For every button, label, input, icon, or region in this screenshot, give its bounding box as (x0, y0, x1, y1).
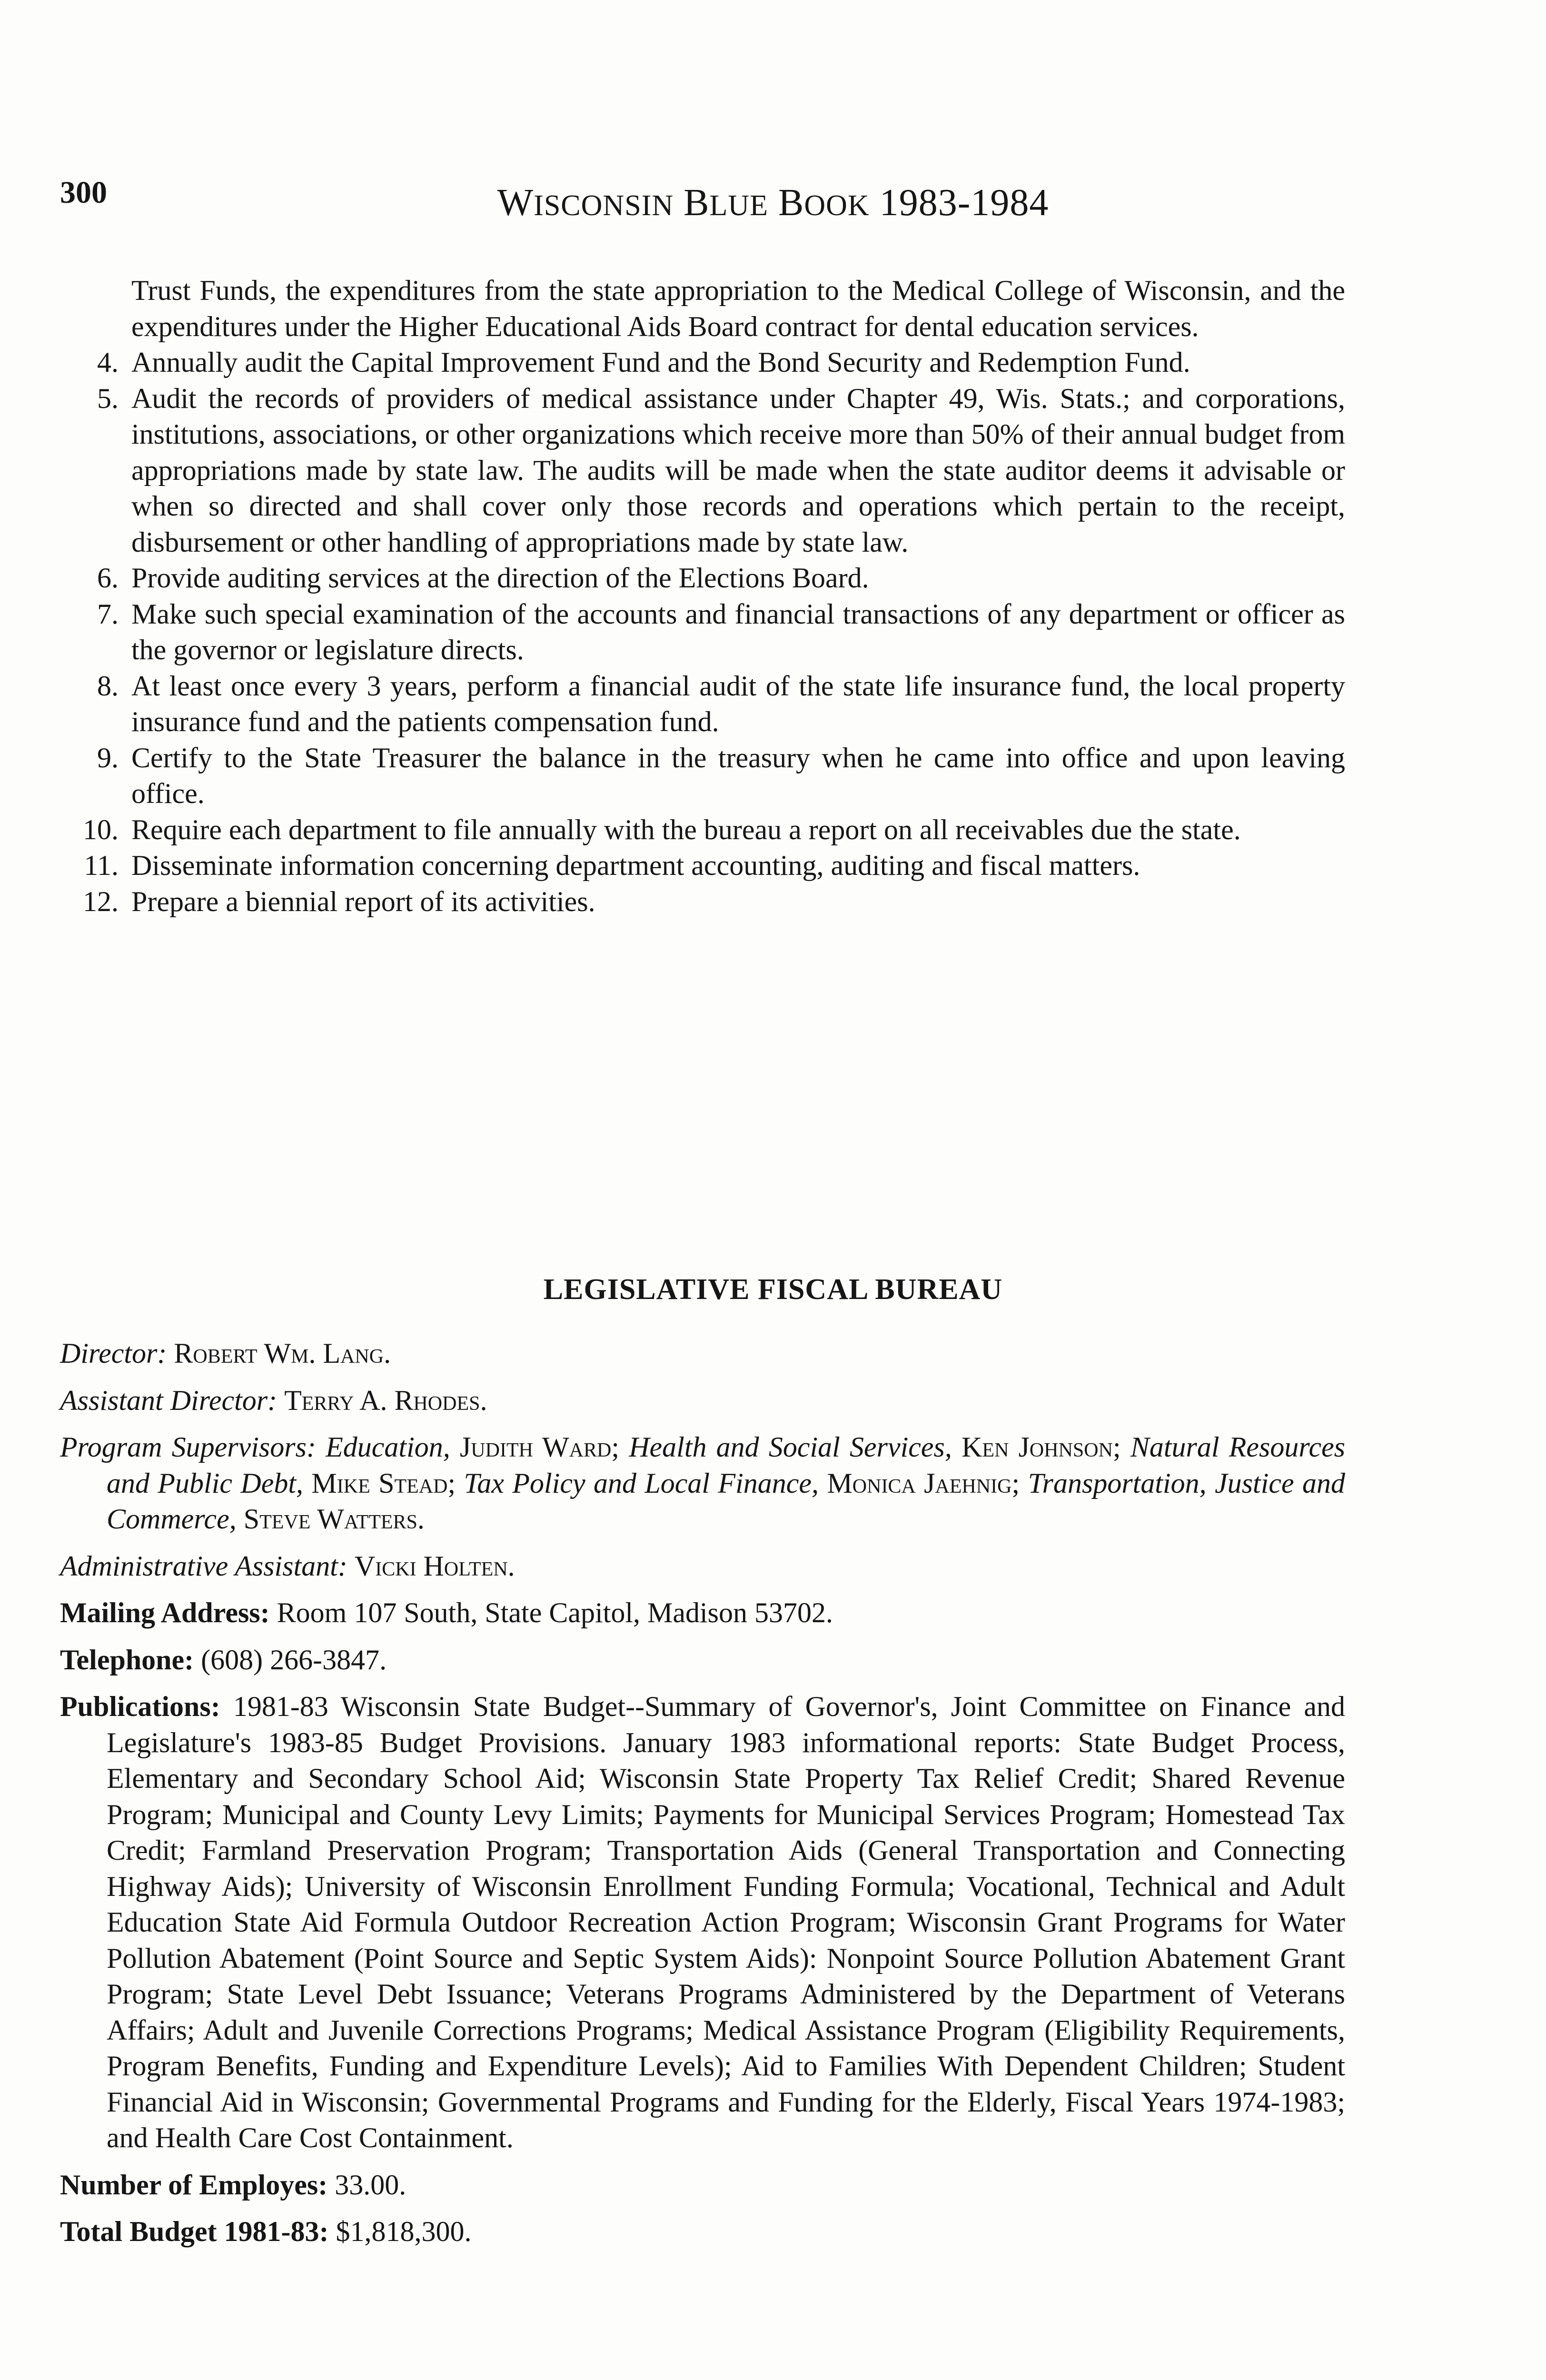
list-item-text: Require each department to file annually with the bureau a report on all receivables due the state. (131, 813, 1241, 845)
list-item-number: 8. (97, 670, 119, 702)
director-entry (60, 1336, 1345, 1372)
assistant-director-label: Assistant Director: (60, 1384, 277, 1416)
publications-value: 1981-83 Wisconsin State Budget--Summary of Governor's, Joint Committee on Finance and Legislature's 1983-85 Budget Provisions. January 1983 informational reports: State Budget Process, Elementary and Secondary School Aid; Wisconsin State Property Tax Relief Credit; Shared Revenue Program; Municipal and County Levy Limits; Payments for Municipal Services Program; Homestead Tax Credit; Farmland Preservation Program; Transportation Aids (General Transportation and Connecting Highway Aids); University of Wisconsin Enrollment Funding Formula; Vocational, Technical and Adult Education State Aid Formula Outdoor Recreation Action Program; Wisconsin Grant Programs for Water Pollution Abatement (Point Source and Septic System Aids): Nonpoint Source Pollution Abatement Grant Program; State Level Debt Issuance; Veterans Programs Administered by the Department of Veterans Affairs; Adult and Juvenile Corrections Programs; Medical Assistance Program (Eligibility Requirements, Program Benefits, Funding and Expenditure Levels); Aid to Families With Dependent Children; Student Financial Aid in Wisconsin; Governmental Programs and Funding for the Elderly, Fiscal Years 1974-1983; and Health Care Cost Containment. (107, 1691, 1346, 2153)
telephone-entry (60, 1642, 1345, 1678)
list-item-text: At least once every 3 years, perform a financial audit of the state life insurance fund, the local property insurance fund and the patients compensation fund. (131, 670, 1345, 737)
supervisor-name: Steve Watters. (243, 1503, 425, 1535)
list-item-number (60, 273, 129, 309)
supervisor-name: Ken Johnson; (961, 1431, 1121, 1463)
director-label: Director: (60, 1338, 167, 1369)
list-item-text: Trust Funds, the expenditures from the state appropriation to the Medical College of Wisconsin, and the expenditures under the Higher Educational Aids Board contract for dental education services. (131, 275, 1345, 342)
list-item (60, 596, 1345, 668)
list-item-text: Provide auditing services at the direction of the Elections Board. (131, 562, 869, 594)
list-item-number: 12. (83, 885, 119, 917)
bureau-section (60, 1336, 1345, 2261)
admin-assistant-label: Administrative Assistant: (60, 1550, 347, 1582)
program-supervisors-entry (60, 1429, 1345, 1537)
list-item (60, 884, 1345, 920)
list-item-number: 9. (97, 742, 119, 774)
mailing-address-value: Room 107 South, State Capitol, Madison 53702. (277, 1597, 833, 1628)
supervisor-area: Transportation, Justice and Commerce, (107, 1467, 1346, 1535)
running-head-ook: OOK (804, 189, 870, 222)
employees-label: Number of Employes: (60, 2169, 328, 2201)
duties-list (60, 273, 1345, 920)
list-item (60, 812, 1345, 848)
list-item-number: 4. (97, 347, 119, 378)
list-item-number: 5. (97, 382, 119, 414)
supervisor-name: Mike Stead; (311, 1467, 456, 1499)
budget-label: Total Budget 1981-83: (60, 2216, 329, 2247)
assistant-director-entry (60, 1383, 1345, 1419)
supervisor-area: Health and Social Services, (629, 1431, 952, 1463)
list-item (60, 345, 1345, 381)
running-head-lue: LUE (709, 189, 768, 222)
supervisor-area: Tax Policy and Local Finance, (464, 1467, 819, 1499)
list-item-text: Make such special examination of the accounts and financial transactions of any department or officer as the governor or legislature directs. (131, 598, 1345, 665)
list-item (60, 273, 1345, 345)
list-item (60, 668, 1345, 740)
supervisor-name: Judith Ward; (459, 1431, 620, 1463)
supervisor-area: Natural Resources and Public Debt, (107, 1431, 1346, 1499)
list-item-number: 6. (97, 562, 119, 594)
budget-entry (60, 2214, 1345, 2250)
employees-value: 33.00. (335, 2169, 406, 2201)
telephone-value: (608) 266-3847. (201, 1644, 387, 1676)
supervisor-name: Monica Jaehnig; (827, 1467, 1020, 1499)
employees-entry (60, 2167, 1345, 2203)
admin-assistant-name: Vicki Holten. (354, 1550, 515, 1582)
list-item (60, 848, 1345, 884)
list-item-text: Annually audit the Capital Improvement Fund and the Bond Security and Redemption Fund. (131, 347, 1190, 378)
director-name: Robert Wm. Lang. (174, 1338, 391, 1369)
list-item-text: Prepare a biennial report of its activities. (131, 885, 595, 917)
running-head-isconsin: ISCONSIN (534, 189, 674, 222)
list-item (60, 740, 1345, 812)
list-item-text: Disseminate information concerning department accounting, auditing and fiscal matters. (131, 850, 1140, 881)
supervisor-area: Education, (326, 1431, 450, 1463)
list-item (60, 381, 1345, 561)
admin-assistant-entry (60, 1548, 1345, 1585)
program-supervisors-label: Program Supervisors: (60, 1431, 316, 1463)
running-head-w: W (497, 182, 534, 224)
list-item (60, 560, 1345, 596)
list-item-number: 7. (97, 598, 119, 630)
publications-label: Publications: (60, 1691, 220, 1722)
mailing-address-label: Mailing Address: (60, 1597, 270, 1628)
running-head-b2: B (778, 182, 804, 224)
running-head (0, 184, 1546, 222)
budget-value: $1,818,300. (336, 2216, 472, 2247)
mailing-address-entry (60, 1595, 1345, 1631)
list-item-text: Audit the records of providers of medical assistance under Chapter 49, Wis. Stats.; and corporations, institutions, associations, or other organizations which receive more than 50% of their annual budget from appropriations made by state law. The audits will be made when the state auditor deems it advisable or when so directed and shall cover only those records and operations which pertain to the receipt, disbursement or other handling of appropriations made by state law. (131, 382, 1345, 558)
section-title: LEGISLATIVE FISCAL BUREAU (543, 1273, 1003, 1306)
page-number: 300 (60, 175, 107, 210)
assistant-director-name: Terry A. Rhodes. (284, 1384, 487, 1416)
list-item-text: Certify to the State Treasurer the balance in the treasury when he came into office and upon leaving office. (131, 742, 1345, 809)
telephone-label: Telephone: (60, 1644, 194, 1676)
list-item-number: 10. (83, 813, 119, 845)
list-item-number: 11. (84, 850, 119, 881)
publications-entry (60, 1689, 1345, 2156)
running-head-years: 1983-1984 (879, 182, 1049, 224)
running-head-b: B (684, 182, 710, 224)
